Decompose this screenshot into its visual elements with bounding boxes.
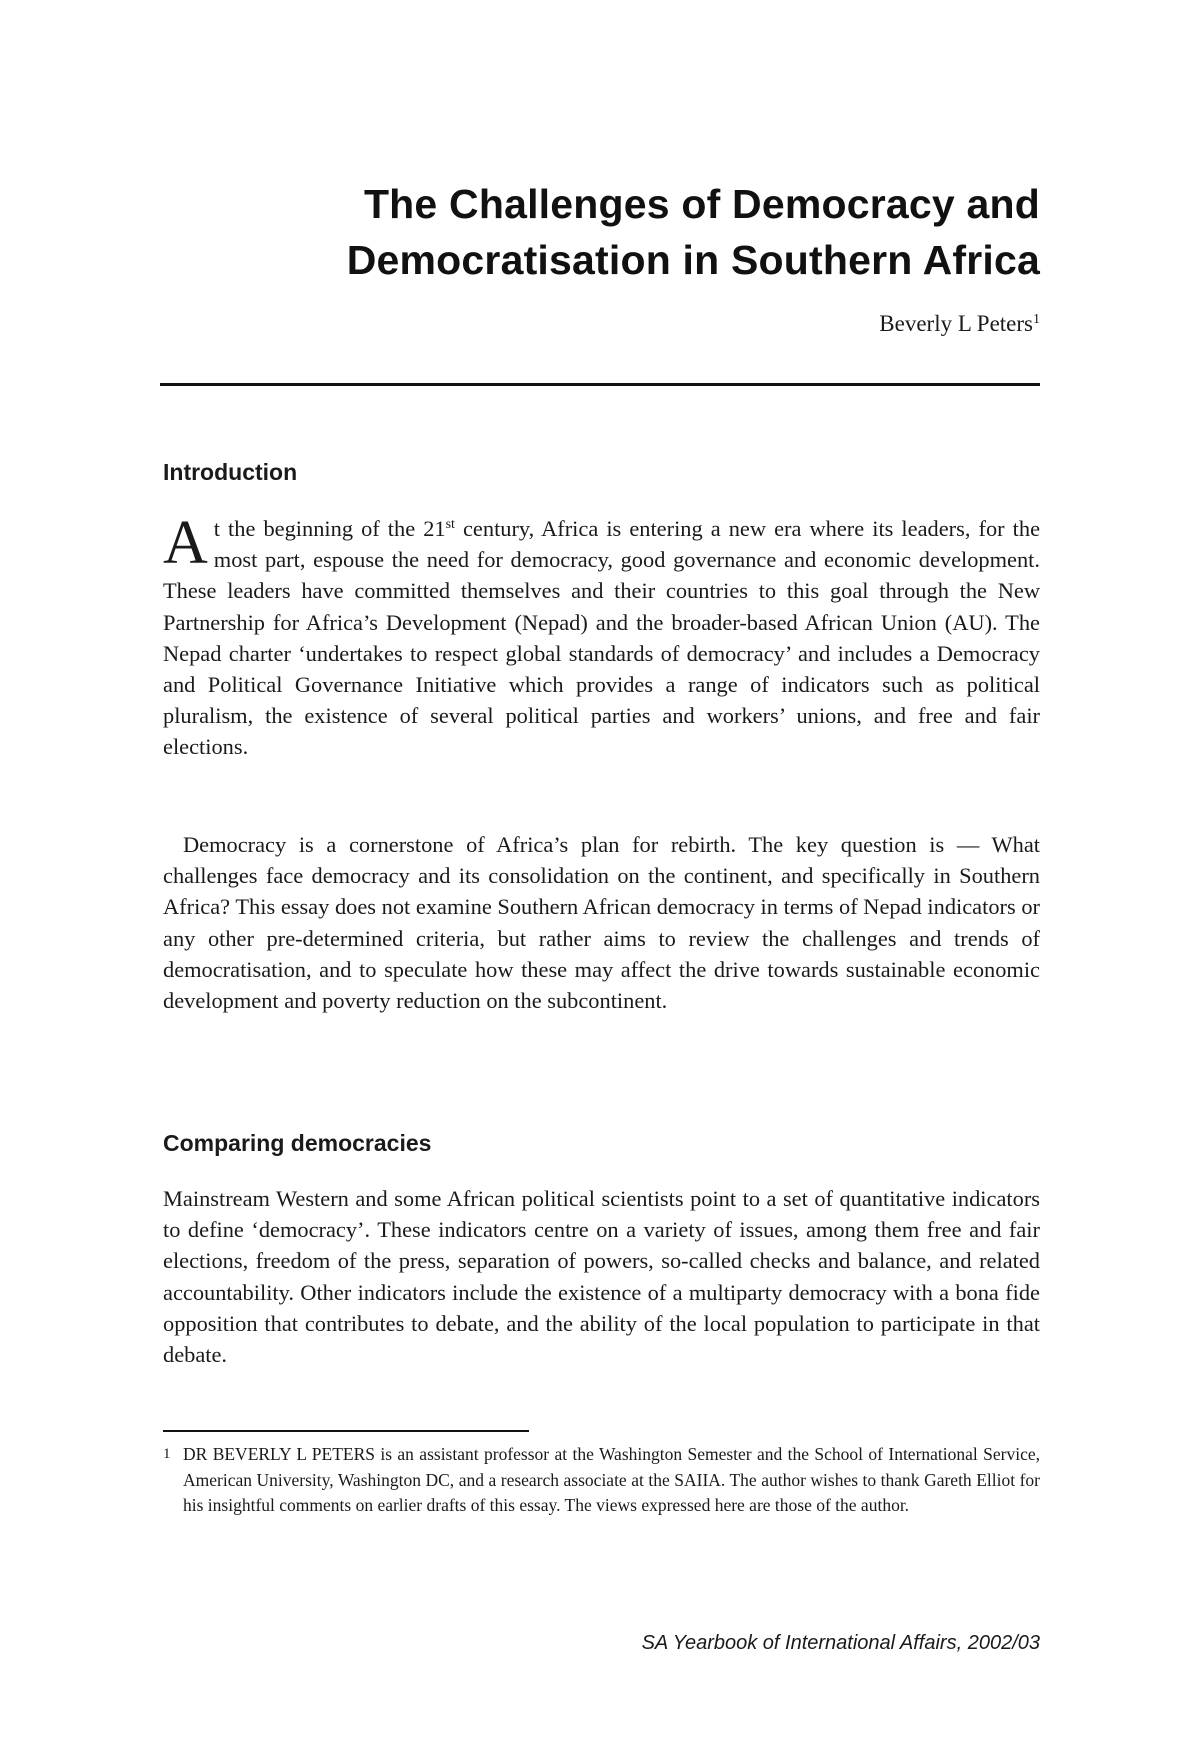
comparing-paragraph-1: Mainstream Western and some African political scientists point to a set of quantitative indicators to define ‘democracy’. These indicators centre on a variety of issues, among them free and fair elections, freedom of the press, separation of powers, so-called checks and balance, and related accountability. Other indicators include the existence of a multiparty democracy with a bona fide opposition that contributes to debate, and the ability of the local population to participate in that debate. — [163, 1186, 1040, 1368]
author-name: Beverly L Peters — [879, 311, 1033, 336]
running-footer: SA Yearbook of International Affairs, 2002/03 — [641, 1632, 1040, 1654]
footnote-text: DR BEVERLY L PETERS is an assistant professor at the Washington Semester and the School of International Service, American University, Washington DC, and a research associate at the SAIIA. The author wishes to thank Gareth Elliot for his insightful comments on earlier drafts of this essay. The views expressed here are those of the author. — [183, 1444, 1040, 1516]
footnote-number: 1 — [163, 1446, 171, 1462]
intro-paragraph-2: Democracy is a cornerstone of Africa’s plan for rebirth. The key question is — What challenges face democracy and its consolidation on the continent, and specifically in Southern Africa? This essay does not examine Southern African democracy in terms of Nepad indicators or any other pre-determined criteria, but rather aims to review the challenges and trends of democratisation, and to speculate how these may affect the drive towards sustainable economic development and poverty reduction on the subcontinent. — [163, 832, 1040, 1014]
drop-cap: A — [163, 509, 208, 577]
title-divider — [160, 383, 1040, 386]
author-byline — [600, 311, 1040, 337]
ordinal-superscript: st — [445, 517, 455, 532]
title-line-1: The Challenges of Democracy and — [363, 181, 1040, 227]
title-line-2: Democratisation in Southern Africa — [346, 237, 1040, 283]
section-heading-introduction: Introduction — [163, 459, 298, 485]
intro-p1-text-a: t the beginning of the 21 — [213, 516, 446, 541]
intro-paragraph-1 — [163, 509, 1041, 763]
intro-p1-text-b: century, Africa is entering a new era where its leaders, for the most part, espouse the need for democracy, good governance and economic development. These leaders have committed themselves and their countries to this goal through the New Partnership for Africa’s Development (Nepad) and the broader-based African Union (AU). The Nepad charter ‘undertakes to respect global standards of democracy’ and includes a Democracy and Political Governance Initiative which provides a range of indicators such as political pluralism, the existence of several political parties and workers’ unions, and free and fair elections. — [163, 516, 1041, 760]
article-title — [160, 176, 1040, 288]
footnote — [163, 1442, 1040, 1519]
section-heading-comparing: Comparing democracies — [163, 1130, 432, 1156]
footnote-divider — [163, 1430, 529, 1432]
author-footnote-mark: 1 — [1033, 312, 1040, 327]
